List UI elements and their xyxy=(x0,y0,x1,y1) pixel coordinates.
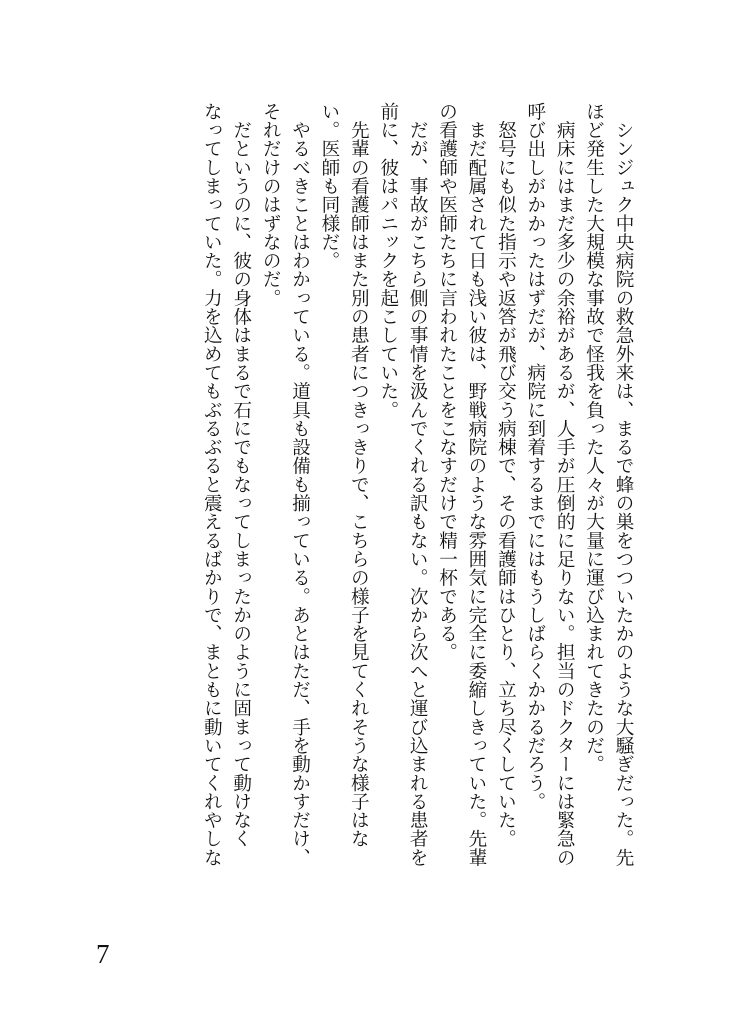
text-line: 呼び出しがかかったはずだが、病院に到着するまでにはもうしばらくかかるだろう。 xyxy=(524,102,546,811)
text-line: それだけのはずなのだ。 xyxy=(260,102,282,308)
page-number: 7 xyxy=(96,939,110,969)
text-line: シンジュク中央病院の救急外来は、まるで蜂の巣をつついたかのような大騒ぎだった。先 xyxy=(613,102,634,867)
text-line: やるべきことはわかっている。道具も設備も揃っている。あとはただ、手を動かすだけ、 xyxy=(289,102,311,867)
text-line: 病床にはまだ多少の余裕があるが、人手が圧倒的に足りない。担当のドクターには緊急の xyxy=(554,102,576,867)
text-line: だというのに、彼の身体はまるで石にでもなってしまったかのように固まって動けなく xyxy=(230,102,252,848)
text-line: 前に、彼はパニックを起こしていた。 xyxy=(377,102,399,420)
vertical-text-body xyxy=(197,102,638,932)
text-line: の看護師や医師たちに言われたことをこなすだけで精一杯である。 xyxy=(436,102,458,662)
text-line: だが、事故がこちら側の事情を汲んでくれる訳もない。次から次へと運び込まれる患者を xyxy=(407,102,429,867)
text-line: なってしまっていた。力を込めてもぶるぶると震えるばかりで、まともに動いてくれやしな xyxy=(201,102,223,867)
text-line: 怒号にも似た指示や返答が飛び交う病棟で、その看護師はひとり、立ち尽くしていた。 xyxy=(495,102,517,848)
text-line: ほど発生した大規模な事故で怪我を負った人々が大量に運び込まれてきたのだ。 xyxy=(583,102,605,774)
text-line: まだ配属されて日も浅い彼は、野戦病院のような雰囲気に完全に委縮しきっていた。先輩 xyxy=(465,102,487,867)
text-line: い。医師も同様だ。 xyxy=(318,102,340,270)
text-line: 先輩の看護師はまた別の患者につきっきりで、こちらの様子を見てくれそうな様子はな xyxy=(348,102,370,848)
